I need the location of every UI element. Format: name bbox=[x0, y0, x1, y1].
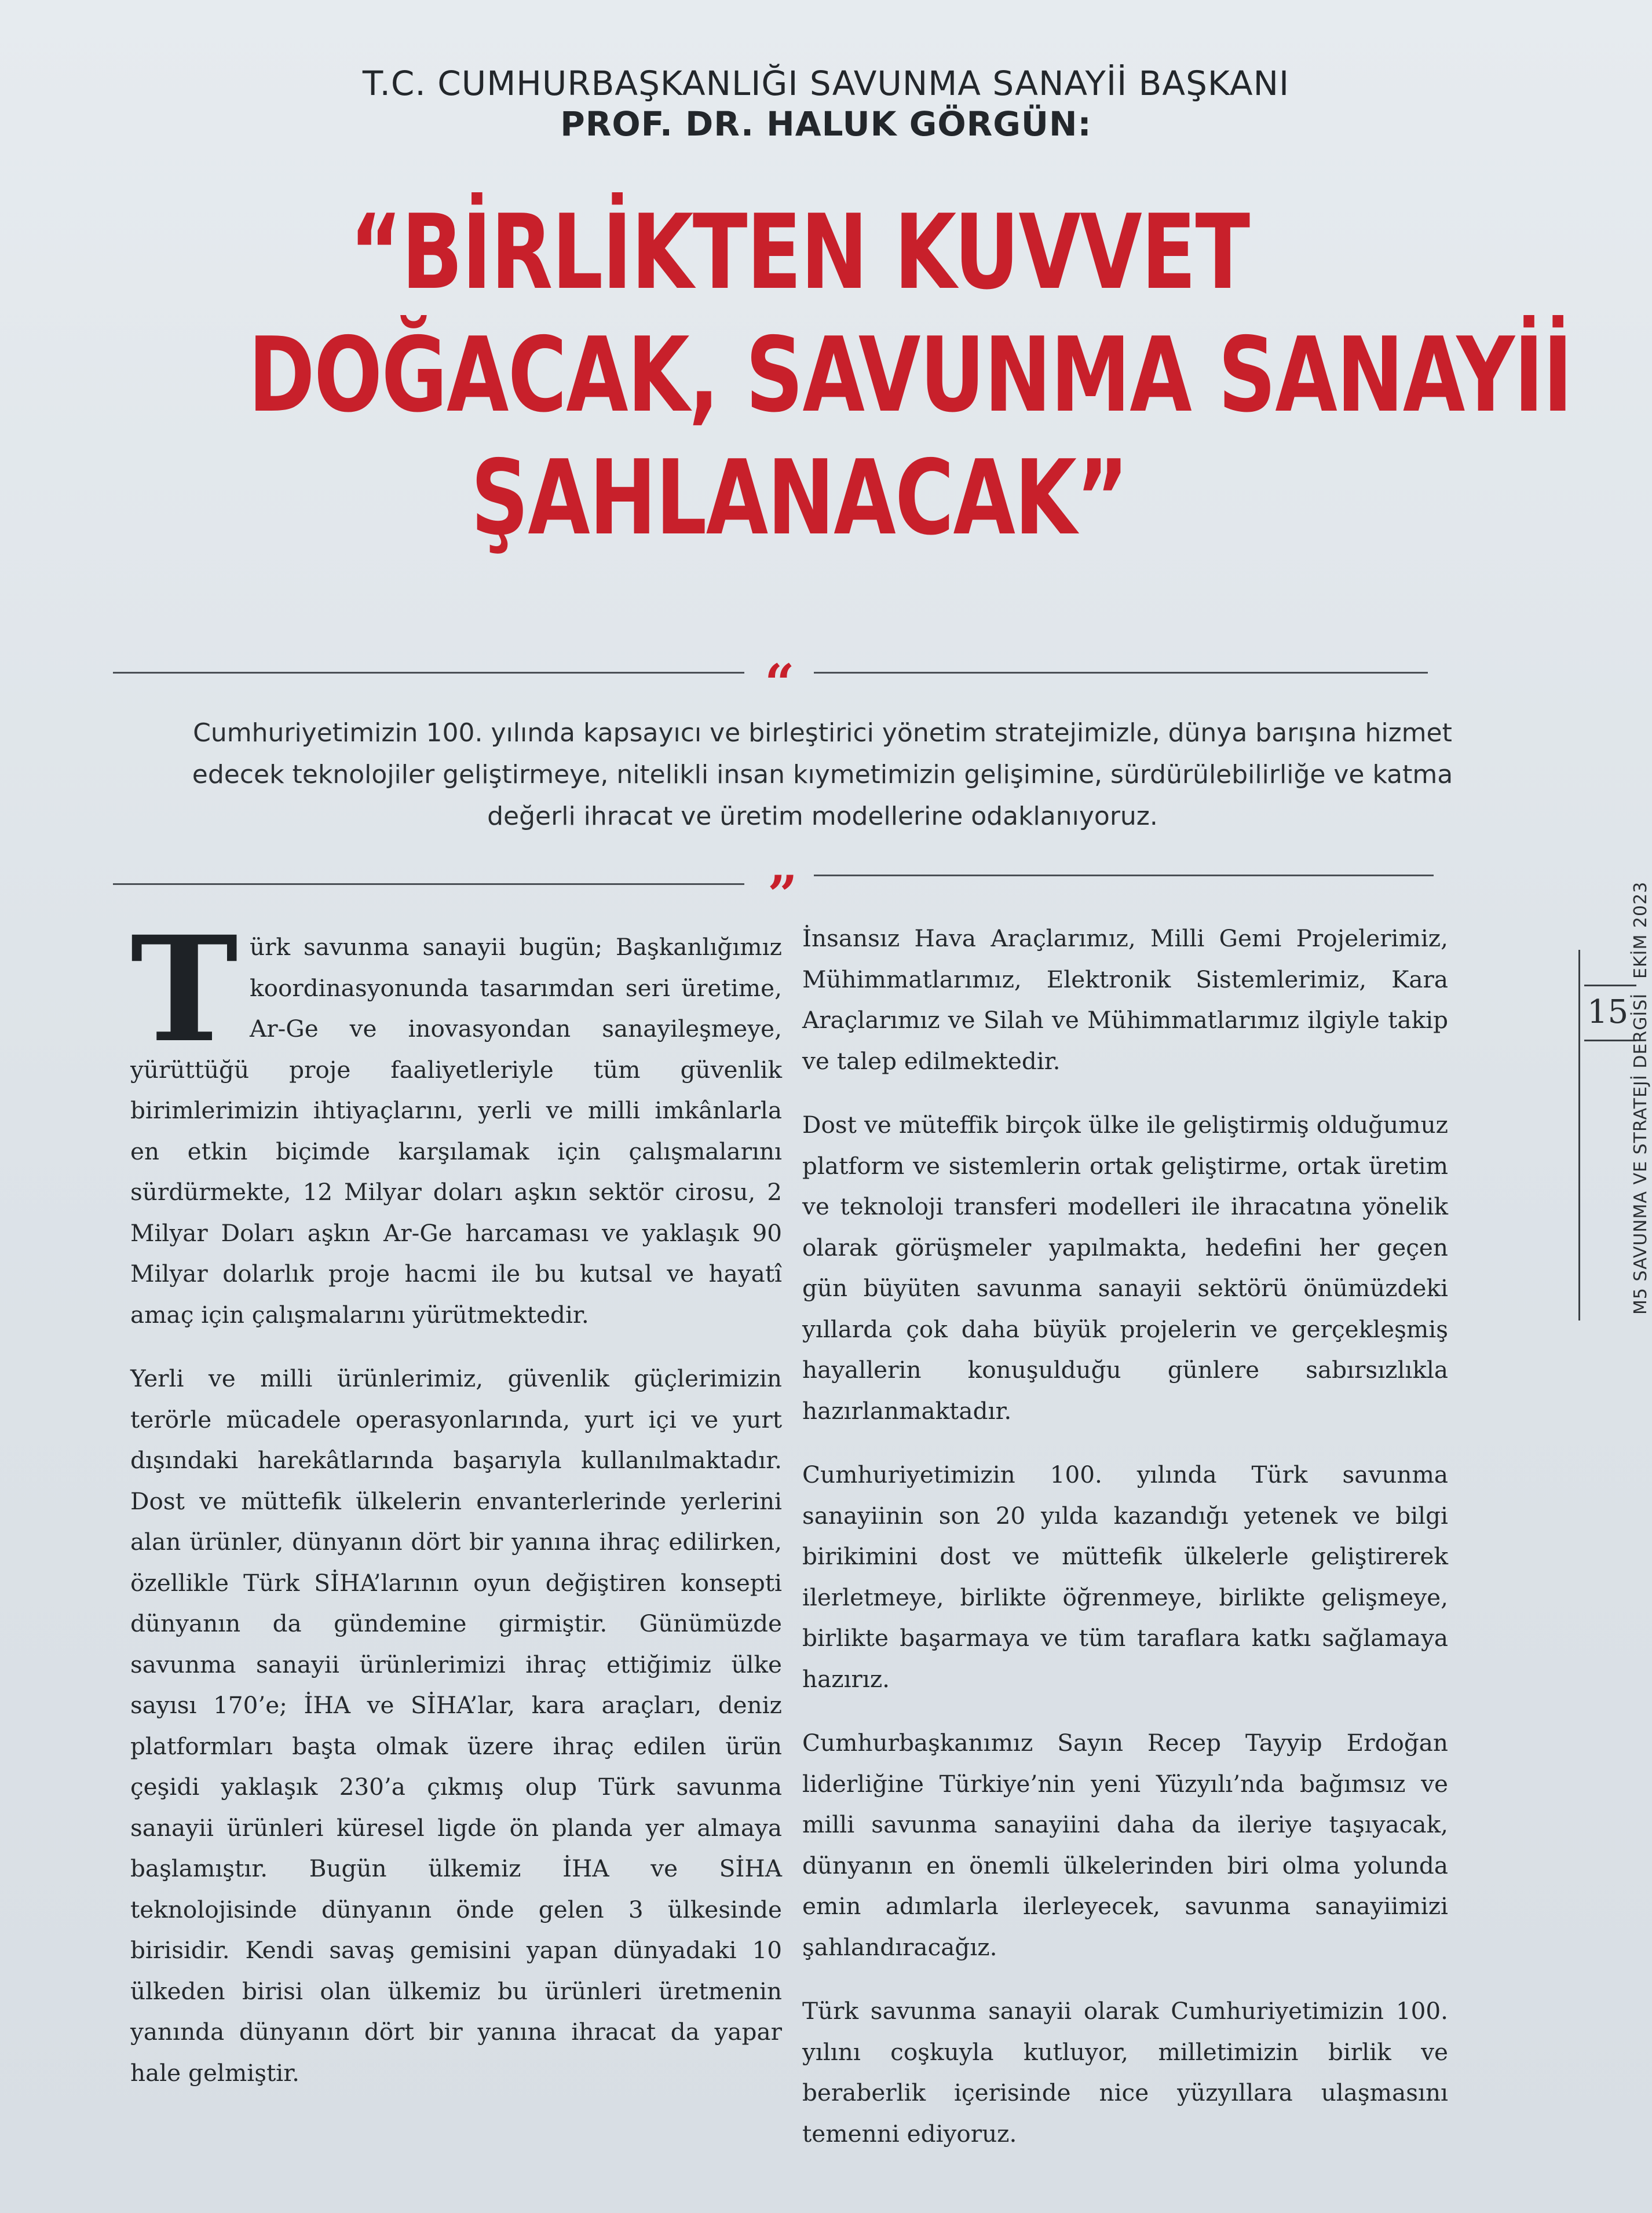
body-paragraph: Türk savunma sanayii olarak Cumhuriyetimizin 100. yılını coşkuyla kutluyor, milletimizin birlik ve beraberlik içerisinde nice yüzyıllara ulaşmasını temenni ediyoruz. bbox=[802, 1997, 1448, 2148]
bottom-rule-right bbox=[814, 875, 1434, 876]
page-number-rule-bottom bbox=[1584, 1040, 1636, 1041]
body-paragraph: İnsansız Hava Araçlarımız, Milli Gemi Projelerimiz, Mühimmatlarımız, Elektronik Sistemlerimiz, Kara Araçlarımız ve Silah ve Mühimmatlarımız ilgiyle takip ve talep edilmektedir. bbox=[802, 924, 1448, 1075]
headline bbox=[248, 191, 1572, 559]
page-number-rule-top bbox=[1584, 985, 1636, 986]
top-rule-left bbox=[113, 672, 744, 674]
lead-paragraph: Cumhuriyetimizin 100. yılında kapsayıcı ve birleştirici yönetim stratejimizle, dünya barışına hizmet edecek teknolojiler geliştirmeye, nitelikli insan kıymetimizin gelişimine, sürdürülebilirliğe ve katma değerli ihracat ve üretim modellerine odaklanıyoruz. bbox=[192, 718, 1453, 831]
kicker-title: T.C. CUMHURBAŞKANLIĞI SAVUNMA SANAYİİ BAŞKANI bbox=[362, 64, 1290, 103]
kicker-name: PROF. DR. HALUK GÖRGÜN: bbox=[560, 104, 1092, 144]
body-paragraph: Yerli ve milli ürünlerimiz, güvenlik güçlerimizin terörle mücadele operasyonlarında, yurt içi ve yurt dışındaki harekâtlarında başarıyla kullanılmaktadır. Dost ve müttefik ülkelerin envanterlerinde yerlerini alan ürünler, dünyanın dört bir yanına ihraç edilirken, özellikle Türk SİHA’larının oyun değiştiren konsepti dünyanın da gündemine girmiştir. Günümüzde savunma sanayii ürünlerimizi ihraç ettiğimiz ülke sayısı 170’e; İHA ve SİHA’lar, kara araçları, deniz platformları başta olmak üzere ihraç edilen ürün çeşidi yaklaşık 230’a çıkmış olup Türk savunma sanayii ürünleri küresel ligde ön planda yer almaya başlamıştır. Bugün ülkemiz İHA ve SİHA teknolojisinde dünyanın önde gelen 3 ülkesinde birisidir. Kendi savaş gemisini yapan dünyadaki 10 ülkeden birisi olan ülkemiz bu ürünleri üretmenin yanında dünyanın dört bir yanına ihracat da yapar hale gelmiştir. bbox=[130, 1365, 782, 2087]
sidebar-divider bbox=[1578, 950, 1580, 1321]
quote-open-mark: “ bbox=[765, 653, 795, 714]
magazine-name: M5 SAVUNMA VE STRATEJİ DERGİSİ bbox=[1631, 993, 1651, 1315]
body-paragraph: Dost ve müteffik birçok ülke ile geliştirmiş olduğumuz platform ve sistemlerin ortak geliştirme, ortak üretim ve teknoloji transferi modelleri ile ihracatına yönelik olarak görüşmeler yapılmakta, hedefini her geçen gün büyüten savunma sanayii sektörü önümüzdeki yıllarda çok daha büyük projelerin ve gerçekleşmiş hayallerin konuşulduğu günlere sabırsızlıkla hazırlanmaktadır. bbox=[802, 1111, 1448, 1425]
top-rule-right bbox=[814, 672, 1428, 674]
bottom-rule-left bbox=[113, 883, 744, 885]
headline-line-1: “BİRLİKTEN KUVVET bbox=[349, 192, 1249, 312]
page-number: 15 bbox=[1587, 993, 1629, 1031]
headline-line-3: ŞAHLANACAK” bbox=[470, 438, 1128, 558]
body-paragraph-text: ürk savunma sanayii bugün; Başkanlığımız koordinasyonunda tasarımdan seri üretime, Ar-Ge ve inovasyondan sanayileşmeye, yürüttüğü proje faaliyetleriyle tüm güvenlik birimlerimizin ihtiyaçlarını, yerli ve milli imkânlarla en etkin biçimde karşılamak için çalışmalarını sürdürmekte, 12 Milyar doları aşkın sektör cirosu, 2 Milyar Doları aşkın Ar-Ge harcaması ve yaklaşık 90 Milyar dolarlık proje hacmi ile bu kutsal ve hayatî amaç için çalışmalarını yürütmektedir. bbox=[130, 933, 782, 1329]
body-paragraph bbox=[130, 904, 782, 1335]
headline-line-2: DOĞACAK, SAVUNMA SANAYİİ bbox=[248, 315, 1572, 435]
quote-close-mark: ” bbox=[767, 864, 798, 926]
body-column-right bbox=[802, 918, 1448, 2177]
issue-date: EKİM 2023 bbox=[1631, 881, 1651, 979]
body-column-left bbox=[130, 904, 782, 2116]
body-paragraph: Cumhuriyetimizin 100. yılında Türk savunma sanayiinin son 20 yılda kazandığı yetenek ve bilgi birikimini dost ve müttefik ülkelerle geliştirerek ilerletmeye, birlikte öğrenmeye, birlikte gelişmeye, birlikte başarmaya ve tüm taraflara katkı sağlamaya hazırız. bbox=[802, 1461, 1448, 1693]
drop-cap: T bbox=[130, 904, 239, 1074]
body-paragraph: Cumhurbaşkanımız Sayın Recep Tayyip Erdoğan liderliğine Türkiye’nin yeni Yüzyılı’nda bağımsız ve milli savunma sanayiini daha da ileriye taşıyacak, dünyanın en önemli ülkelerinden biri olma yolunda emin adımlarla ilerleyecek, savunma sanayiimizi şahlandıracağız. bbox=[802, 1729, 1448, 1961]
